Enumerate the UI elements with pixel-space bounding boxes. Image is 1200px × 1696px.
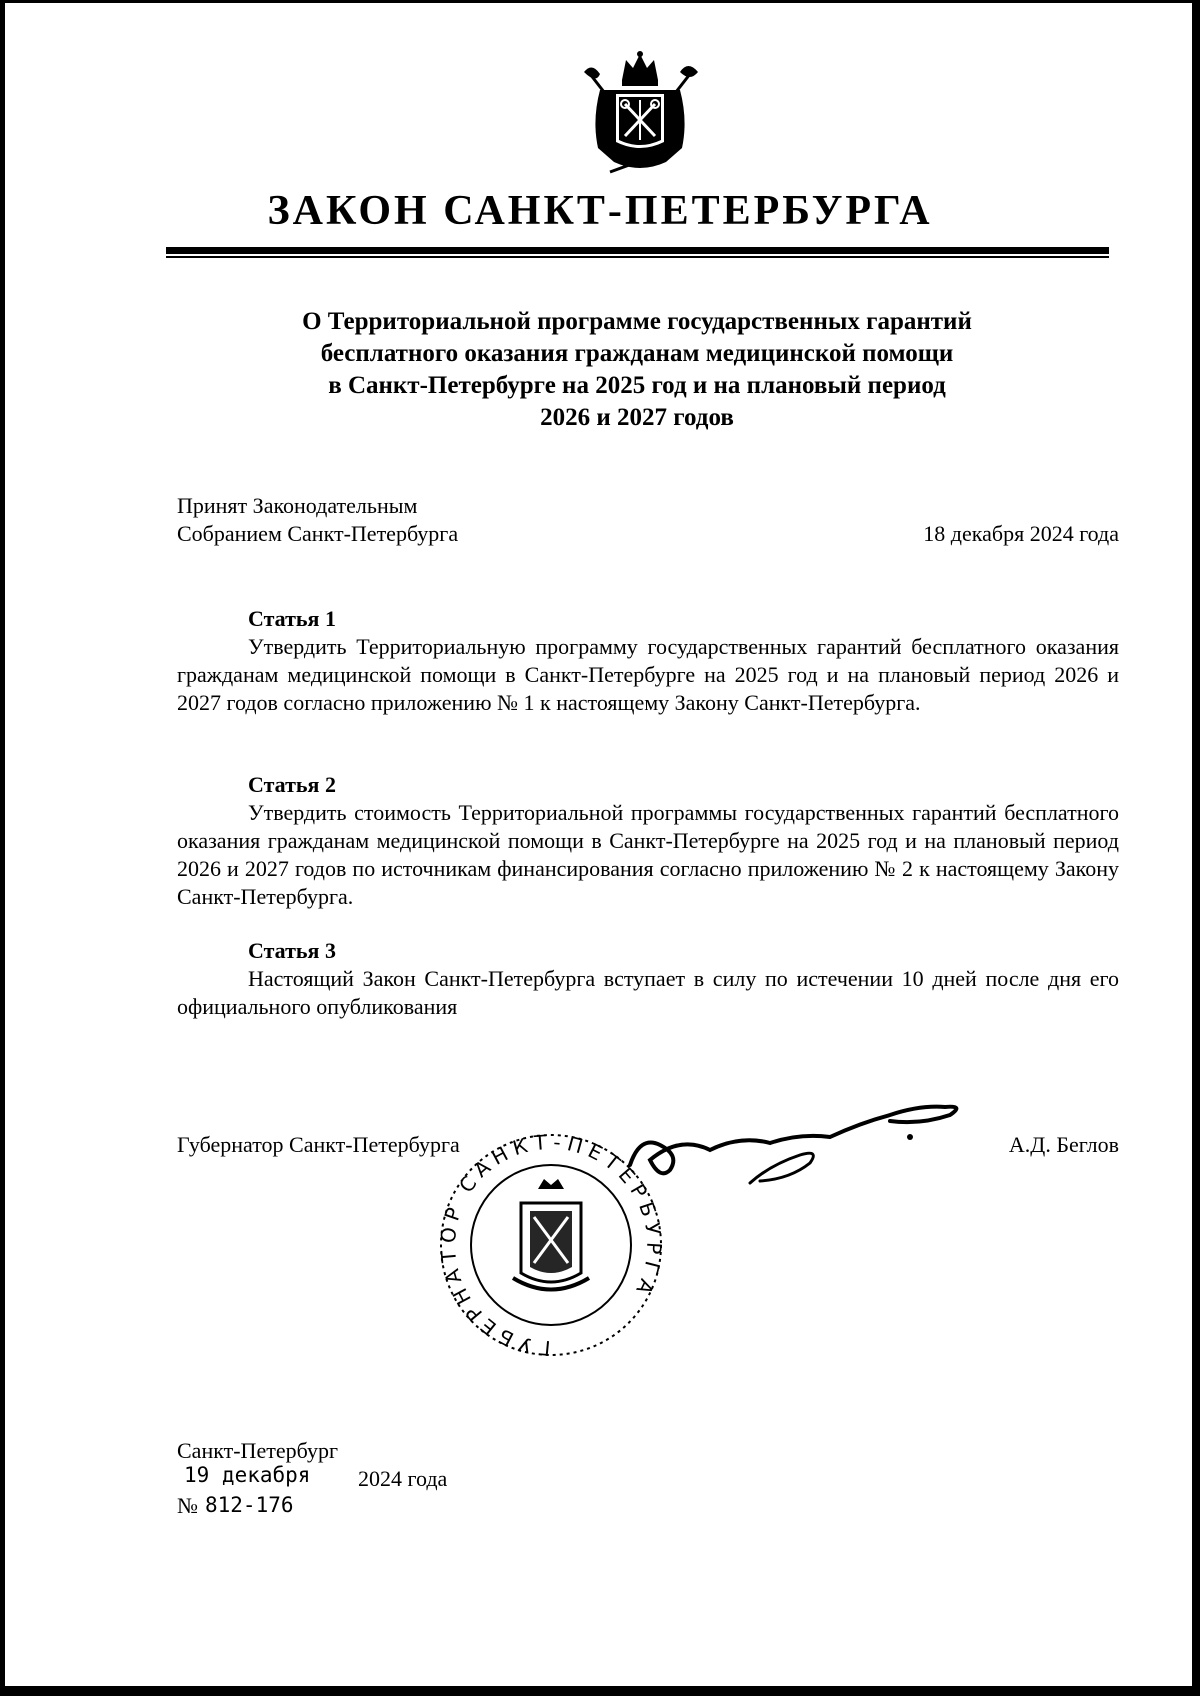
article-2-text: Утвердить стоимость Территориальной программы государственных гарантий бесплатного оказания гражданам медицинской помощи в Санкт-Петербурге на 2025 год и на плановый период 2026 и 2027 годов по источникам финансирования согласно приложению № 2 к настоящему Закону Санкт-Петербурга.: [177, 800, 1119, 909]
article-1-text: Утвердить Территориальную программу государственных гарантий бесплатного оказания гражданам медицинской помощи в Санкт-Петербурге на 2025 год и на плановый период 2026 и 2027 годов согласно приложению № 1 к настоящему Закону Санкт-Петербурга.: [177, 634, 1119, 715]
document-type-heading: ЗАКОН САНКТ-ПЕТЕРБУРГА: [267, 188, 933, 234]
law-title-line: в Санкт-Петербурге на 2025 год и на плановый период: [328, 372, 946, 399]
scan-border-right: [1192, 0, 1200, 1696]
adoption-line-2: Собранием Санкт-Петербурга: [177, 521, 459, 546]
svg-text:ГУБЕРНАТОР САНКТ-ПЕТЕРБУРГА: ГУБЕРНАТОР САНКТ-ПЕТЕРБУРГА: [435, 1129, 667, 1361]
scan-border-top: [0, 0, 1200, 3]
law-title-line: О Территориальной программе государственных гарантий: [302, 308, 972, 335]
article-3-heading: Статья 3: [248, 938, 336, 963]
law-number: 812-176: [205, 1493, 294, 1517]
law-title-line: бесплатного оказания гражданам медицинской помощи: [320, 340, 954, 367]
signatory-position: Губернатор Санкт-Петербурга: [177, 1132, 460, 1157]
article-2-heading: Статья 2: [248, 772, 336, 797]
adoption-date: 18 декабря 2024 года: [923, 521, 1119, 546]
law-title-line: 2026 и 2027 годов: [540, 404, 734, 431]
law-title: [200, 306, 1074, 434]
header-rule-thin: [166, 256, 1109, 258]
signing-day-month: 19 декабря: [184, 1463, 311, 1487]
law-number-prefix: №: [177, 1493, 198, 1518]
signing-city: Санкт-Петербург: [177, 1438, 338, 1463]
article-3-text: Настоящий Закон Санкт-Петербурга вступает в силу по истечении 10 дней после дня его официального опубликования: [177, 966, 1119, 1019]
adoption-line-1: Принят Законодательным: [177, 493, 418, 518]
coat-of-arms-icon: [570, 50, 710, 178]
signatory-name: А.Д. Беглов: [1008, 1132, 1119, 1157]
article-1-heading: Статья 1: [248, 606, 336, 631]
governor-signature-icon: [620, 1075, 970, 1185]
signing-year: 2024 года: [358, 1466, 448, 1491]
scan-border-bottom: [0, 1686, 1200, 1696]
header-rule-thick: [166, 247, 1109, 254]
scan-border-left: [0, 0, 5, 1696]
